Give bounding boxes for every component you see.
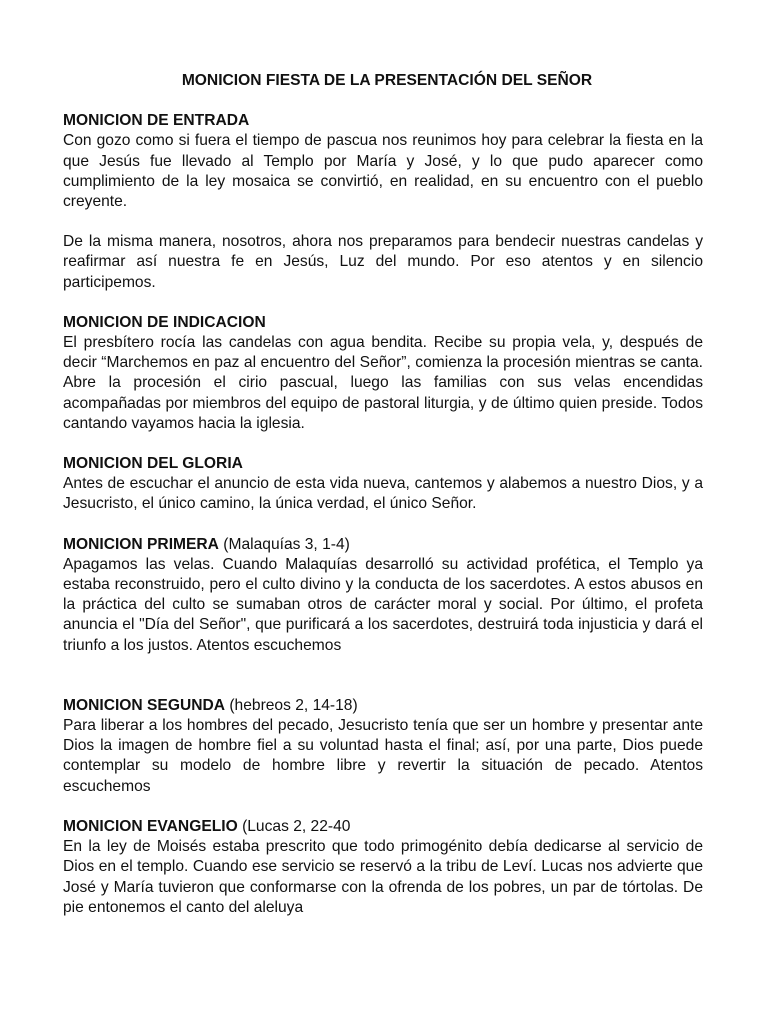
- section-primera: [63, 535, 703, 656]
- section-segunda: [63, 696, 703, 797]
- section-paragraph: Con gozo como si fuera el tiempo de pascua nos reunimos hoy para celebrar la fiesta en la que Jesús fue llevado al Templo por María y José, y lo que pudo aparecer como cumplimiento de la ley mosaica se convirtió, en realidad, en su encuentro con el pueblo creyente.: [63, 132, 703, 211]
- section-paragraph: Apagamos las velas. Cuando Malaquías desarrolló su actividad profética, el Templo ya estaba reconstruido, pero el culto divino y la conducta de los sacerdotes. A estos abusos en la práctica del culto se sumaban otros de carácter moral y social. Por último, el profeta anuncia el "Día del Señor", que purificará a los sacerdotes, destruirá toda injusticia y dará el triunfo a los justos. Atentos escuchemos: [63, 555, 703, 654]
- section-reference: (hebreos 2, 14-18): [229, 696, 358, 714]
- section-reference: (Lucas 2, 22-40: [242, 817, 351, 835]
- section-heading: [63, 454, 703, 474]
- section-heading: [63, 111, 703, 131]
- section-heading-label: MONICION EVANGELIO: [63, 817, 238, 835]
- section-paragraph: Antes de escuchar el anuncio de esta vida nueva, cantemos y alabemos a nuestro Dios, y a Jesucristo, el único camino, la única verdad, el único Señor.: [63, 475, 703, 513]
- section-paragraph: Para liberar a los hombres del pecado, Jesucristo tenía que ser un hombre y presentar ante Dios la imagen de hombre fiel a su voluntad hasta el final; así, por una parte, Dios puede contemplar su modelo de hombre libre y revertir la situación de pecado. Atentos escuchemos: [63, 717, 703, 795]
- section-heading: [63, 696, 703, 716]
- section-evangelio: [63, 817, 703, 918]
- document-page: [63, 71, 703, 938]
- document-title: MONICION FIESTA DE LA PRESENTACIÓN DEL SEÑOR: [181, 72, 593, 89]
- section-reference: (Malaquías 3, 1-4): [223, 535, 350, 553]
- section-heading: [63, 535, 703, 555]
- section-heading-label: MONICION DE INDICACION: [63, 313, 266, 331]
- section-paragraph: De la misma manera, nosotros, ahora nos preparamos para bendecir nuestras candelas y reafirmar así nuestra fe en Jesús, Luz del mundo. Por eso atentos y en silencio participemos.: [63, 233, 703, 291]
- section-paragraph: El presbítero rocía las candelas con agua bendita. Recibe su propia vela, y, después de decir “Marchemos en paz al encuentro del Señor”, comienza la procesión mientras se canta. Abre la procesión el cirio pascual, luego las familias con sus velas encendidas acompañadas por miembros del equipo de pastoral liturgia, y de último quien preside. Todos cantando vayamos hacia la iglesia.: [63, 334, 703, 432]
- section-heading-label: MONICION PRIMERA: [63, 535, 219, 553]
- section-heading-label: MONICION DEL GLORIA: [63, 455, 243, 473]
- section-heading: [63, 313, 703, 333]
- section-heading-label: MONICION SEGUNDA: [63, 696, 226, 714]
- section-indicacion: [63, 313, 703, 434]
- section-entrada: [63, 111, 703, 293]
- section-heading-label: MONICION DE ENTRADA: [63, 112, 250, 130]
- section-paragraph: En la ley de Moisés estaba prescrito que todo primogénito debía dedicarse al servicio de Dios en el templo. Cuando ese servicio se reservó a la tribu de Leví. Lucas nos advierte que José y María tuvieron que conformarse con la ofrenda de los pobres, un par de tórtolas. De pie entonemos el canto del aleluya: [63, 838, 703, 916]
- section-heading: [63, 817, 703, 837]
- section-gloria: [63, 454, 703, 515]
